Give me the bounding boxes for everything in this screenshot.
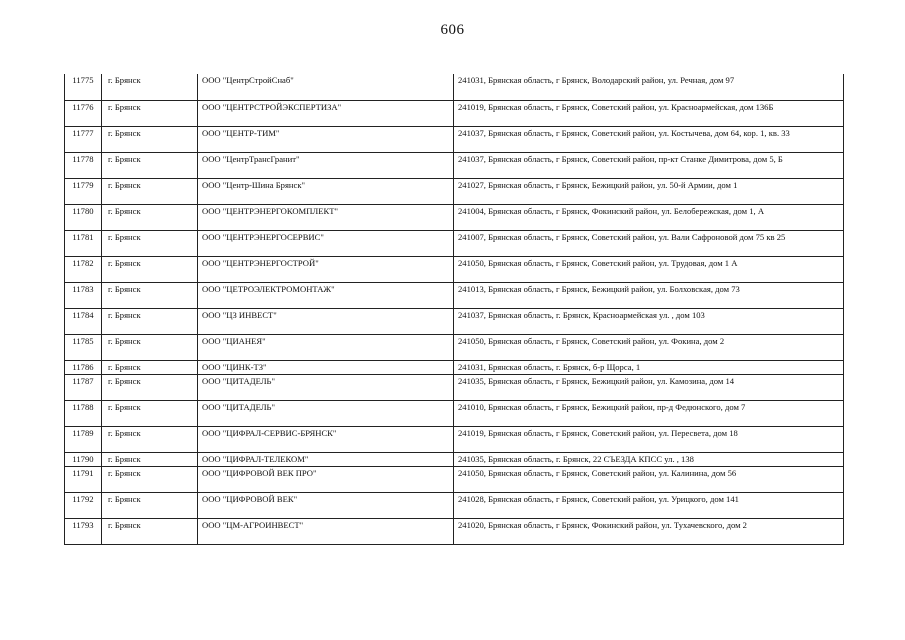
- record-city: г. Брянск: [102, 178, 198, 204]
- record-number: 11786: [65, 360, 102, 374]
- table-row: [65, 360, 844, 374]
- record-city: г. Брянск: [102, 426, 198, 452]
- record-company-name: ООО "ЦЕНТРЭНЕРГОКОМПЛЕКТ": [198, 204, 454, 230]
- record-address: 241019, Брянская область, г Брянск, Советский район, ул. Красноармейская, дом 136Б: [454, 100, 844, 126]
- record-company-name: ООО "ЦЕНТР-ТИМ": [198, 126, 454, 152]
- record-address: 241019, Брянская область, г Брянск, Советский район, ул. Пересвета, дом 18: [454, 426, 844, 452]
- record-number: 11777: [65, 126, 102, 152]
- record-city: г. Брянск: [102, 74, 198, 100]
- table-row: [65, 518, 844, 544]
- record-company-name: ООО "ЦИФРОВОЙ ВЕК ПРО": [198, 466, 454, 492]
- record-number: 11788: [65, 400, 102, 426]
- record-city: г. Брянск: [102, 126, 198, 152]
- record-city: г. Брянск: [102, 256, 198, 282]
- registry-table: [64, 74, 844, 545]
- record-company-name: ООО "ЦИНК-ТЗ": [198, 360, 454, 374]
- table-row: [65, 492, 844, 518]
- table-row: [65, 282, 844, 308]
- record-company-name: ООО "ЦЕТРОЭЛЕКТРОМОНТАЖ": [198, 282, 454, 308]
- table-row: [65, 178, 844, 204]
- record-address: 241037, Брянская область, г. Брянск, Красноармейская ул. , дом 103: [454, 308, 844, 334]
- record-company-name: ООО "ЦЕНТРСТРОЙЭКСПЕРТИЗА": [198, 100, 454, 126]
- record-address: 241020, Брянская область, г Брянск, Фокинский район, ул. Тухачевского, дом 2: [454, 518, 844, 544]
- record-city: г. Брянск: [102, 466, 198, 492]
- record-city: г. Брянск: [102, 282, 198, 308]
- record-number: 11776: [65, 100, 102, 126]
- record-address: 241027, Брянская область, г Брянск, Бежицкий район, ул. 50-й Армии, дом 1: [454, 178, 844, 204]
- record-city: г. Брянск: [102, 492, 198, 518]
- table-row: [65, 230, 844, 256]
- record-number: 11785: [65, 334, 102, 360]
- record-address: 241028, Брянская область, г Брянск, Советский район, ул. Урицкого, дом 141: [454, 492, 844, 518]
- record-company-name: ООО "ЦИТАДЕЛЬ": [198, 374, 454, 400]
- record-address: 241035, Брянская область, г Брянск, Бежицкий район, ул. Камозина, дом 14: [454, 374, 844, 400]
- record-city: г. Брянск: [102, 100, 198, 126]
- record-number: 11782: [65, 256, 102, 282]
- table-row: [65, 74, 844, 100]
- record-company-name: ООО "ЦИФРАЛ-ТЕЛЕКОМ": [198, 452, 454, 466]
- record-number: 11775: [65, 74, 102, 100]
- table-row: [65, 256, 844, 282]
- record-number: 11780: [65, 204, 102, 230]
- table-row: [65, 126, 844, 152]
- record-address: 241050, Брянская область, г Брянск, Советский район, ул. Трудовая, дом 1 А: [454, 256, 844, 282]
- record-company-name: ООО "ЦИТАДЕЛЬ": [198, 400, 454, 426]
- record-company-name: ООО "ЦМ-АГРОИНВЕСТ": [198, 518, 454, 544]
- table-row: [65, 466, 844, 492]
- record-company-name: ООО "ЦИФРОВОЙ ВЕК": [198, 492, 454, 518]
- record-city: г. Брянск: [102, 452, 198, 466]
- table-row: [65, 204, 844, 230]
- record-company-name: ООО "ЦентрТрансГранит": [198, 152, 454, 178]
- record-number: 11790: [65, 452, 102, 466]
- record-city: г. Брянск: [102, 204, 198, 230]
- record-address: 241004, Брянская область, г Брянск, Фокинский район, ул. Белобережская, дом 1, А: [454, 204, 844, 230]
- record-address: 241037, Брянская область, г Брянск, Советский район, пр-кт Станке Димитрова, дом 5, Б: [454, 152, 844, 178]
- record-address: 241050, Брянская область, г Брянск, Советский район, ул. Калинина, дом 56: [454, 466, 844, 492]
- record-company-name: ООО "ЦЗ ИНВЕСТ": [198, 308, 454, 334]
- record-city: г. Брянск: [102, 334, 198, 360]
- record-city: г. Брянск: [102, 374, 198, 400]
- table-row: [65, 374, 844, 400]
- table-row: [65, 152, 844, 178]
- record-city: г. Брянск: [102, 230, 198, 256]
- record-number: 11789: [65, 426, 102, 452]
- record-city: г. Брянск: [102, 518, 198, 544]
- record-number: 11778: [65, 152, 102, 178]
- record-number: 11779: [65, 178, 102, 204]
- record-number: 11792: [65, 492, 102, 518]
- table-row: [65, 426, 844, 452]
- record-number: 11793: [65, 518, 102, 544]
- table-row: [65, 308, 844, 334]
- table-row: [65, 100, 844, 126]
- record-company-name: ООО "ЦИФРАЛ-СЕРВИС-БРЯНСК": [198, 426, 454, 452]
- record-city: г. Брянск: [102, 360, 198, 374]
- record-number: 11783: [65, 282, 102, 308]
- table-row: [65, 452, 844, 466]
- record-company-name: ООО "ЦентрСтройСнаб": [198, 74, 454, 100]
- table-row: [65, 400, 844, 426]
- record-address: 241037, Брянская область, г Брянск, Советский район, ул. Костычева, дом 64, кор. 1, кв. 33: [454, 126, 844, 152]
- record-company-name: ООО "ЦЕНТРЭНЕРГОСЕРВИС": [198, 230, 454, 256]
- record-address: 241013, Брянская область, г Брянск, Бежицкий район, ул. Болховская, дом 73: [454, 282, 844, 308]
- record-number: 11791: [65, 466, 102, 492]
- record-company-name: ООО "Центр-Шина Брянск": [198, 178, 454, 204]
- record-address: 241010, Брянская область, г Брянск, Бежицкий район, пр-д Федюнского, дом 7: [454, 400, 844, 426]
- record-number: 11784: [65, 308, 102, 334]
- record-address: 241035, Брянская область, г. Брянск, 22 СЪЕЗДА КПСС ул. , 138: [454, 452, 844, 466]
- record-city: г. Брянск: [102, 152, 198, 178]
- record-number: 11781: [65, 230, 102, 256]
- table-row: [65, 334, 844, 360]
- record-company-name: ООО "ЦЕНТРЭНЕРГОСТРОЙ": [198, 256, 454, 282]
- record-address: 241031, Брянская область, г. Брянск, б-р Щорса, 1: [454, 360, 844, 374]
- record-address: 241007, Брянская область, г Брянск, Советский район, ул. Вали Сафроновой дом 75 кв 25: [454, 230, 844, 256]
- record-number: 11787: [65, 374, 102, 400]
- record-city: г. Брянск: [102, 308, 198, 334]
- page-number: 606: [440, 22, 465, 38]
- record-city: г. Брянск: [102, 400, 198, 426]
- record-address: 241050, Брянская область, г Брянск, Советский район, ул. Фокина, дом 2: [454, 334, 844, 360]
- record-address: 241031, Брянская область, г Брянск, Володарский район, ул. Речная, дом 97: [454, 74, 844, 100]
- record-company-name: ООО "ЦИАНЕЯ": [198, 334, 454, 360]
